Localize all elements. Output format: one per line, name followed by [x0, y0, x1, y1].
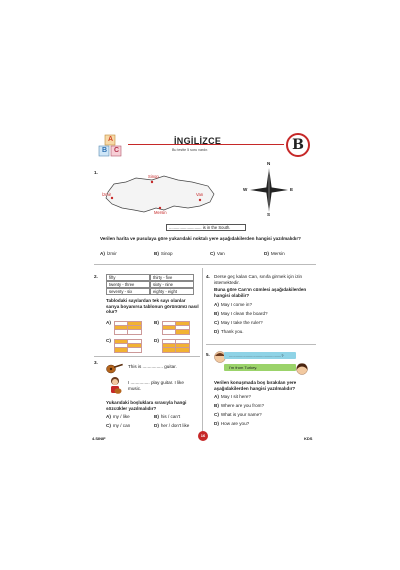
block-letter-a: A: [108, 136, 114, 143]
girl-face-icon: [296, 363, 308, 375]
q1-option-c-letter: C): [210, 251, 215, 256]
q2-option-b-letter[interactable]: B): [154, 320, 159, 325]
guitar-icon: [106, 360, 124, 374]
compass-rose-icon: [244, 162, 294, 218]
q2-option-d-grid[interactable]: [162, 339, 188, 351]
q5-option-b[interactable]: [214, 403, 264, 408]
block-letter-c: C: [114, 147, 120, 154]
q1-option-b[interactable]: [154, 251, 173, 256]
speech-bubble-answer: I'm from Turkey.: [224, 364, 296, 371]
q4-option-a-letter: A): [214, 302, 219, 307]
q1-blank-box: ............................ is in the South.: [166, 224, 246, 231]
q3-option-b[interactable]: [154, 414, 180, 419]
q1-option-a[interactable]: [100, 251, 117, 256]
q4-option-d[interactable]: [214, 329, 244, 334]
table-cell: sixty - nine: [150, 281, 194, 288]
number-table: [106, 274, 194, 295]
map-label-izmir: İzmir: [102, 192, 112, 197]
page-subtitle: Bu testte 5 soru vardır.: [172, 148, 209, 152]
table-cell: thirty - five: [150, 274, 194, 281]
q4-option-c-letter: C): [214, 320, 219, 325]
q2-option-b-grid[interactable]: [162, 321, 188, 333]
q5-option-c-letter: C): [214, 412, 219, 417]
q3-option-d-text: her / don't like: [160, 423, 190, 428]
q4-option-b[interactable]: [214, 311, 268, 316]
column-divider: [202, 268, 203, 440]
q4-option-c[interactable]: [214, 320, 263, 325]
footer-grade: 4.SINIF: [92, 436, 106, 441]
q4-option-a-text: May I come in?: [220, 302, 253, 307]
header-rule: [128, 144, 284, 145]
q1-option-a-text: İzmir: [106, 251, 117, 256]
q5-option-a-letter: A): [214, 394, 219, 399]
q1-question: Verilen harita ve pusulaya göre yukarıdaki noktalı yere aşağıdakilerden hangisi yazılmalıdır?: [100, 236, 301, 241]
q1-option-c[interactable]: [210, 251, 225, 256]
q1-option-d-text: Mersin: [270, 251, 285, 256]
q4-question: Buna göre Can'ın cümlesi aşağıdakilerden hangisi olabilir?: [214, 287, 307, 298]
compass: [244, 162, 294, 218]
map-label-sinop: Sinop: [148, 174, 159, 179]
q3-option-c[interactable]: [106, 423, 130, 428]
footer-brand: KDS: [304, 436, 313, 441]
q3-option-d-letter: D): [154, 423, 159, 428]
block-letter-b: B: [102, 147, 108, 154]
q1-option-d-letter: D): [264, 251, 269, 256]
q3-option-b-letter: B): [154, 414, 159, 419]
girl-avatar: [296, 362, 308, 374]
q3-line1: This is ................ guitar.: [128, 364, 177, 369]
table-cell: eighty - eight: [150, 288, 194, 295]
compass-w: W: [243, 187, 248, 192]
q1-option-b-letter: B): [154, 251, 159, 256]
map-label-mersin: Mersin: [154, 210, 167, 215]
q5-option-c-text: What is your name?: [220, 412, 262, 417]
table-cell: twenty - three: [106, 281, 150, 288]
speech-bubble-question: ...............................................?: [224, 352, 296, 359]
q4-option-b-letter: B): [214, 311, 219, 316]
q5-option-b-letter: B): [214, 403, 219, 408]
table-cell: fifty: [106, 274, 150, 281]
q3-option-a-text: my / like: [112, 414, 130, 419]
q2-option-d-letter[interactable]: D): [154, 338, 159, 343]
guitar-image: [106, 360, 124, 374]
section-divider-2: [94, 356, 200, 357]
q4-option-c-text: May I take the ruler?: [220, 320, 263, 325]
q5-question: Verilen konuşmada boş bırakılan yere aşağıdakilerden hangisi yazılmalıdır?: [214, 380, 297, 391]
q2-question: Tablodaki sayılardan tek sayı olanlar sarıya boyanırsa tablonun görünümü nasıl olur?: [106, 298, 199, 315]
q2-number: 2.: [94, 274, 98, 279]
page-title: İNGİLİZCE: [174, 136, 222, 146]
map-label-van: Van: [196, 192, 204, 197]
q1-number: 1.: [94, 170, 98, 175]
compass-e: E: [290, 187, 294, 192]
q1-option-a-letter: A): [100, 251, 105, 256]
section-divider-3: [206, 344, 316, 345]
q1-option-d[interactable]: [264, 251, 285, 256]
q5-option-d[interactable]: [214, 421, 249, 426]
q4-intro: Derse geç kalan Can, sınıfa girmek için izin istemektedir.: [214, 274, 303, 285]
q5-option-d-text: How are you?: [220, 421, 250, 426]
q3-option-c-letter: C): [106, 423, 111, 428]
girl-with-guitar-icon: [106, 376, 124, 396]
q5-option-d-letter: D): [214, 421, 219, 426]
q5-option-a[interactable]: [214, 394, 251, 399]
q2-option-a-grid[interactable]: [114, 321, 140, 333]
q5-option-c[interactable]: [214, 412, 262, 417]
q4-number: 4.: [206, 274, 210, 279]
q3-line2: I ............... play guitar. I like music.: [128, 380, 184, 391]
turkey-map: [100, 170, 220, 222]
q4-option-d-text: Thank you.: [220, 329, 244, 334]
q1-option-b-text: Sinop: [160, 251, 173, 256]
exam-page: [88, 118, 322, 448]
q3-option-a-letter: A): [106, 414, 111, 419]
q5-option-b-text: Where are you from?: [220, 403, 265, 408]
q4-option-b-text: May I clean the board?: [220, 311, 268, 316]
q3-option-a[interactable]: [106, 414, 130, 419]
q3-option-c-text: my / can: [112, 423, 131, 428]
footer-page-number: 16: [198, 431, 208, 441]
q2-option-a-letter[interactable]: A): [106, 320, 111, 325]
compass-n: N: [267, 161, 271, 166]
q2-option-c-grid[interactable]: [114, 339, 140, 351]
q2-option-c-letter[interactable]: C): [106, 338, 111, 343]
q3-question: Yukarıdaki boşluklara sırasıyla hangi sözcükler yazılmalıdır?: [106, 400, 187, 411]
q3-option-d[interactable]: [154, 423, 189, 428]
q3-number: 3.: [94, 360, 98, 365]
booklet-badge: B: [286, 133, 310, 157]
alphabet-blocks: [96, 134, 126, 158]
section-divider-1: [94, 264, 316, 265]
table-cell: seventy - six: [106, 288, 150, 295]
q1-option-c-text: Van: [216, 251, 225, 256]
q4-option-d-letter: D): [214, 329, 219, 334]
girl-image: [106, 376, 124, 396]
compass-s: S: [267, 212, 271, 217]
q5-number: 5.: [206, 352, 210, 357]
q3-option-b-text: his / can't: [160, 414, 181, 419]
q5-option-a-text: May I sit here?: [220, 394, 251, 399]
q4-option-a[interactable]: [214, 302, 252, 307]
